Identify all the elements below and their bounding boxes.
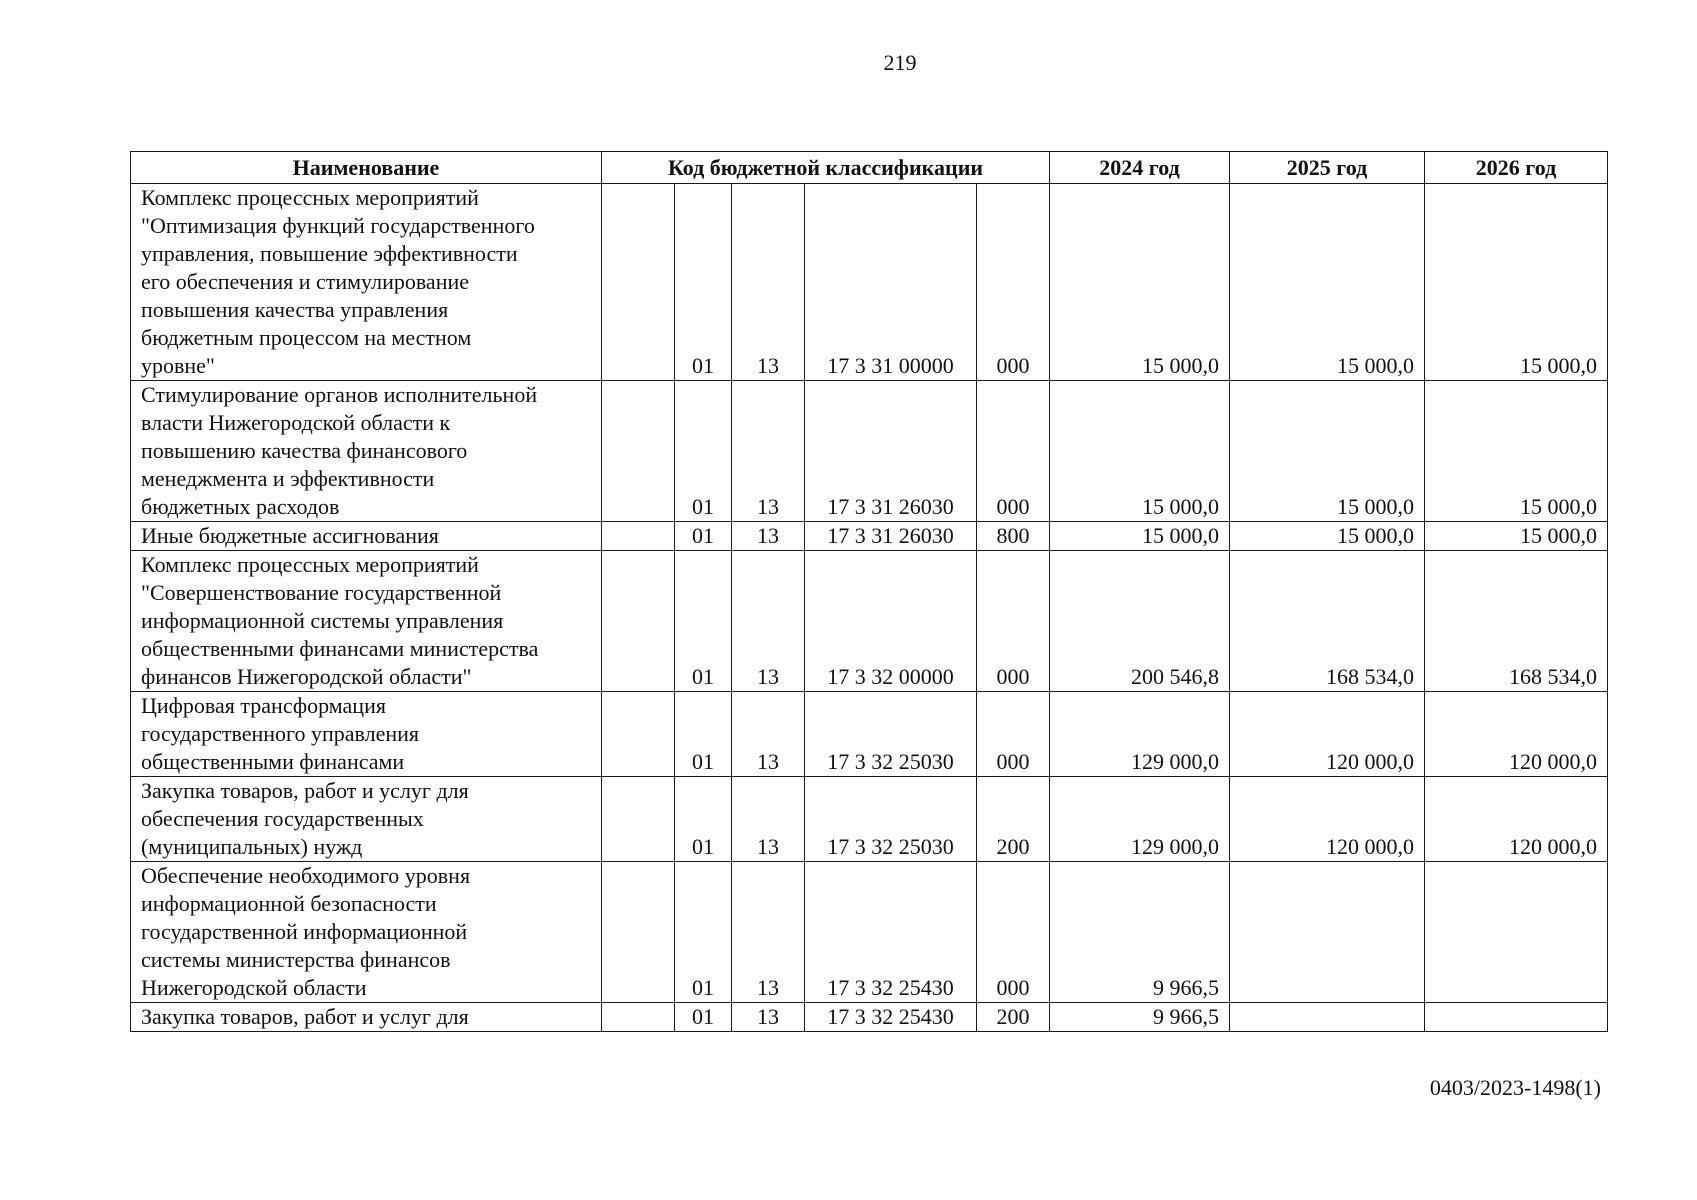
budget-table <box>130 151 1608 1032</box>
row-name-line: "Оптимизация функций государственного <box>141 213 535 238</box>
row-name <box>131 777 602 862</box>
code-target-article: 17 3 31 26030 <box>805 522 977 551</box>
code-target-article: 17 3 32 25430 <box>805 1003 977 1032</box>
row-name-line: (муниципальных) нужд <box>141 834 363 859</box>
amount-2025: 168 534,0 <box>1230 551 1425 692</box>
amount-2026: 15 000,0 <box>1425 522 1608 551</box>
code-section-blank <box>602 522 675 551</box>
code-expense-type: 000 <box>977 381 1050 522</box>
amount-2026: 15 000,0 <box>1425 184 1608 381</box>
amount-2025 <box>1230 1003 1425 1032</box>
table-header-row <box>131 152 1608 184</box>
code-section-blank <box>602 777 675 862</box>
header-2024: 2024 год <box>1050 152 1230 184</box>
code-expense-type: 000 <box>977 862 1050 1003</box>
row-name-line: власти Нижегородской области к <box>141 410 451 435</box>
amount-2024: 9 966,5 <box>1050 1003 1230 1032</box>
header-name: Наименование <box>131 152 602 184</box>
row-name <box>131 522 602 551</box>
code-subsection: 13 <box>732 862 805 1003</box>
row-name-line: бюджетных расходов <box>141 494 340 519</box>
code-target-article: 17 3 32 25430 <box>805 862 977 1003</box>
row-name <box>131 862 602 1003</box>
code-target-article: 17 3 32 25030 <box>805 777 977 862</box>
row-name <box>131 551 602 692</box>
amount-2026: 168 534,0 <box>1425 551 1608 692</box>
row-name <box>131 1003 602 1032</box>
code-subsection: 13 <box>732 184 805 381</box>
code-expense-type: 000 <box>977 184 1050 381</box>
row-name <box>131 184 602 381</box>
amount-2024: 129 000,0 <box>1050 692 1230 777</box>
document-id: 0403/2023-1498(1) <box>1429 1075 1601 1100</box>
code-section: 01 <box>675 777 732 862</box>
table-row <box>131 862 1608 1003</box>
code-expense-type: 200 <box>977 1003 1050 1032</box>
amount-2024: 129 000,0 <box>1050 777 1230 862</box>
code-subsection: 13 <box>732 1003 805 1032</box>
row-name-line: Обеспечение необходимого уровня <box>141 863 471 888</box>
row-name <box>131 381 602 522</box>
amount-2025: 120 000,0 <box>1230 692 1425 777</box>
row-name-line: повышения качества управления <box>141 297 449 322</box>
code-section-blank <box>602 381 675 522</box>
code-subsection: 13 <box>732 777 805 862</box>
table-row <box>131 692 1608 777</box>
amount-2025 <box>1230 862 1425 1003</box>
code-target-article: 17 3 31 26030 <box>805 381 977 522</box>
row-name-line: управления, повышение эффективности <box>141 241 518 266</box>
code-expense-type: 800 <box>977 522 1050 551</box>
code-section: 01 <box>675 381 732 522</box>
header-2026: 2026 год <box>1425 152 1608 184</box>
code-section: 01 <box>675 862 732 1003</box>
table-row <box>131 184 1608 381</box>
code-section: 01 <box>675 1003 732 1032</box>
code-target-article: 17 3 32 25030 <box>805 692 977 777</box>
code-subsection: 13 <box>732 551 805 692</box>
code-expense-type: 000 <box>977 551 1050 692</box>
row-name-line: Закупка товаров, работ и услуг для <box>141 1004 469 1029</box>
row-name-line: Стимулирование органов исполнительной <box>141 382 538 407</box>
code-section-blank <box>602 184 675 381</box>
row-name-line: государственного управления <box>141 721 420 746</box>
row-name-line: общественными финансами министерства <box>141 636 539 661</box>
table-row <box>131 522 1608 551</box>
amount-2026 <box>1425 862 1608 1003</box>
row-name-line: уровне" <box>141 353 215 378</box>
amount-2026: 120 000,0 <box>1425 777 1608 862</box>
amount-2025: 120 000,0 <box>1230 777 1425 862</box>
code-subsection: 13 <box>732 381 805 522</box>
amount-2025: 15 000,0 <box>1230 184 1425 381</box>
row-name-line: системы министерства финансов <box>141 947 451 972</box>
row-name-line: информационной системы управления <box>141 608 504 633</box>
table-body <box>131 184 1608 1032</box>
code-expense-type: 200 <box>977 777 1050 862</box>
code-target-article: 17 3 32 00000 <box>805 551 977 692</box>
row-name-line: "Совершенствование государственной <box>141 580 502 605</box>
row-name-line: Закупка товаров, работ и услуг для <box>141 778 469 803</box>
table-row <box>131 1003 1608 1032</box>
code-subsection: 13 <box>732 522 805 551</box>
row-name-line: менеджмента и эффективности <box>141 466 435 491</box>
code-target-article: 17 3 31 00000 <box>805 184 977 381</box>
amount-2024: 15 000,0 <box>1050 522 1230 551</box>
amount-2024: 15 000,0 <box>1050 184 1230 381</box>
row-name-line: бюджетным процессом на местном <box>141 325 472 350</box>
amount-2026: 120 000,0 <box>1425 692 1608 777</box>
header-code: Код бюджетной классификации <box>602 152 1050 184</box>
amount-2024: 15 000,0 <box>1050 381 1230 522</box>
row-name-line: его обеспечения и стимулирование <box>141 269 470 294</box>
row-name-line: общественными финансами <box>141 749 405 774</box>
row-name-line: Комплекс процессных мероприятий <box>141 552 479 577</box>
table-row <box>131 551 1608 692</box>
amount-2024: 200 546,8 <box>1050 551 1230 692</box>
code-section-blank <box>602 1003 675 1032</box>
code-section-blank <box>602 692 675 777</box>
row-name-line: Комплекс процессных мероприятий <box>141 185 479 210</box>
code-section: 01 <box>675 522 732 551</box>
row-name <box>131 692 602 777</box>
header-2025: 2025 год <box>1230 152 1425 184</box>
row-name-line: государственной информационной <box>141 919 468 944</box>
amount-2024: 9 966,5 <box>1050 862 1230 1003</box>
amount-2026: 15 000,0 <box>1425 381 1608 522</box>
row-name-line: Цифровая трансформация <box>141 693 386 718</box>
row-name-line: Иные бюджетные ассигнования <box>141 523 439 548</box>
table-row <box>131 777 1608 862</box>
amount-2026 <box>1425 1003 1608 1032</box>
amount-2025: 15 000,0 <box>1230 522 1425 551</box>
row-name-line: Нижегородской области <box>141 975 367 1000</box>
row-name-line: повышению качества финансового <box>141 438 468 463</box>
code-subsection: 13 <box>732 692 805 777</box>
page-number: 219 <box>883 50 917 75</box>
table-row <box>131 381 1608 522</box>
row-name-line: информационной безопасности <box>141 891 437 916</box>
code-section-blank <box>602 862 675 1003</box>
row-name-line: обеспечения государственных <box>141 806 424 831</box>
code-expense-type: 000 <box>977 692 1050 777</box>
code-section: 01 <box>675 551 732 692</box>
code-section: 01 <box>675 692 732 777</box>
code-section: 01 <box>675 184 732 381</box>
row-name-line: финансов Нижегородской области" <box>141 664 472 689</box>
amount-2025: 15 000,0 <box>1230 381 1425 522</box>
code-section-blank <box>602 551 675 692</box>
